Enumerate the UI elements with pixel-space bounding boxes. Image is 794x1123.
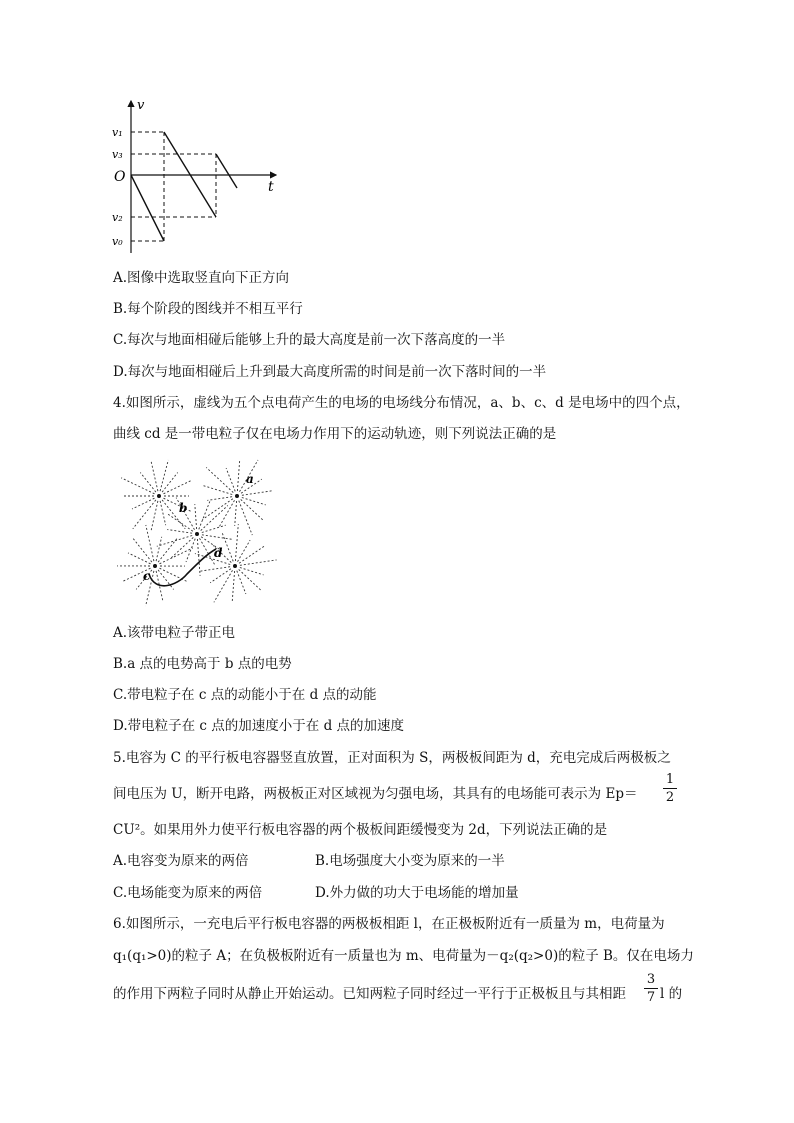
field-line (206, 467, 233, 492)
point-charge (157, 494, 161, 498)
field-line (160, 548, 193, 564)
field-line (232, 571, 234, 602)
field-line (202, 535, 233, 540)
q4-stem-line2: 曲线 cd 是一带电粒子仅在电场力作用下的运动轨迹，则下列说法正确的是 (113, 426, 557, 442)
label-v0: v₀ (112, 235, 123, 248)
q6-stem-line1: 6.如图所示，一充电后平行板电容器的两极板相距 l，在正极板附近有一质量为 m，电荷量为 (113, 916, 665, 932)
field-line (156, 537, 162, 561)
field-line (201, 506, 228, 531)
q5-option-a: A.电容变为原来的两倍 (113, 853, 249, 869)
label-v3: v₃ (112, 148, 123, 161)
point-label-b: b (179, 501, 188, 515)
q5-fraction (663, 772, 677, 805)
field-line (197, 539, 200, 576)
field-line (202, 525, 226, 532)
field-line (222, 532, 233, 561)
point-charge (195, 532, 199, 536)
label-v2: v₂ (112, 211, 123, 224)
origin-label: O (114, 169, 126, 185)
field-line (239, 501, 253, 535)
field-line (239, 569, 262, 590)
field-line (239, 546, 265, 563)
segment-rise-2 (216, 154, 237, 188)
field-line (237, 460, 239, 491)
q4-option-a: A.该带电粒子带正电 (113, 625, 236, 641)
q5-frac-den: 2 (665, 790, 675, 805)
field-line (199, 567, 230, 572)
q5-frac-num: 1 (665, 772, 675, 787)
q5-stem-line3: CU²。如果用外力使平行板电容器的两个极板间距缓慢变为 2d，下列说法正确的是 (113, 822, 608, 838)
q6-stem-tail: l 的 (660, 986, 683, 1002)
q5-option-d: D.外力做的功大于电场能的增加量 (315, 885, 519, 901)
q4-option-b: B.a 点的电势高于 b 点的电势 (113, 656, 292, 672)
field-line (238, 540, 251, 562)
q5-option-c: C.电场能变为原来的两倍 (113, 885, 263, 901)
point-label-a: a (246, 472, 254, 486)
field-line (160, 460, 168, 491)
field-line (242, 491, 273, 496)
vt-graph (110, 95, 290, 257)
q6-stem-line3: 的作用下两粒子同时从静止开始运动。已知两粒子同时经过一平行于正极板且与其相距 (113, 986, 626, 1002)
q5-stem-line2: 间电压为 U，断开电路，两极板正对区域视为匀强电场，其具有的电场能可表示为 Ep＝ (113, 786, 638, 802)
electric-field-figure (115, 458, 280, 608)
field-line (164, 480, 192, 493)
q6-stem-line2: q₁(q₁>0)的粒子 A；在负极板附近有一质量也为 m、电荷量为－q₂(q₂>0)的粒子 B。仅在电场力 (113, 948, 694, 964)
field-line (121, 478, 154, 494)
field-line (195, 554, 230, 565)
field-line (242, 498, 266, 505)
field-line (210, 569, 231, 583)
field-line (132, 498, 155, 509)
q3-option-d: D.每次与地面相碰后上升到最大高度所需的时间是前一次下落时间的一半 (113, 364, 547, 380)
point-label-d: d (214, 546, 223, 560)
point-charge (235, 494, 239, 498)
point-charge (233, 564, 237, 568)
q4-option-c: C.带电粒子在 c 点的动能小于在 d 点的动能 (113, 687, 377, 703)
field-line (195, 504, 197, 529)
field-line (160, 568, 188, 582)
field-line (158, 570, 174, 590)
field-line (237, 571, 246, 594)
field-line (157, 536, 192, 547)
field-line (235, 501, 237, 526)
field-line (219, 500, 235, 527)
axis-v-label: v (137, 98, 145, 113)
field-line (226, 468, 235, 491)
field-line (151, 461, 158, 491)
segment-fall-1 (131, 175, 164, 241)
q4-stem-line1: 4.如图所示，虚线为五个点电荷产生的电场的电场线分布情况，a、b、c、d 是电场中的四个点， (113, 395, 690, 411)
field-line (128, 553, 151, 564)
q3-option-b: B.每个阶段的图线并不相互平行 (113, 301, 303, 317)
axis-t-label: t (268, 179, 274, 195)
q6-frac-den: 7 (646, 990, 656, 1005)
field-line (167, 530, 192, 534)
q6-fraction (644, 972, 658, 1005)
label-v1: v₁ (112, 126, 123, 139)
field-line (241, 499, 264, 520)
field-line (151, 501, 158, 531)
field-line (140, 473, 156, 493)
q5-option-b: B.电场强度大小变为原来的一半 (315, 853, 505, 869)
field-line (240, 560, 277, 565)
trajectory-cd (149, 549, 216, 586)
field-line (235, 524, 238, 561)
field-line (214, 570, 233, 602)
field-line (207, 497, 232, 501)
q4-option-d: D.带电粒子在 c 点的加速度小于在 d 点的加速度 (113, 718, 405, 734)
q5-stem-line1: 5.电容为 C 的平行板电容器竖直放置，正对面积为 S，两极板间距为 d，充电完成后两极板之 (113, 750, 671, 766)
point-charge (153, 564, 157, 568)
q3-option-c: C.每次与地面相碰后能够上升的最大高度是前一次下落高度的一半 (113, 332, 506, 348)
q3-option-a: A.图像中选取竖直向下正方向 (113, 270, 290, 286)
point-label-c: c (143, 569, 151, 583)
field-line (171, 537, 194, 558)
field-line (160, 501, 166, 525)
field-line (133, 538, 152, 562)
field-line (186, 539, 195, 562)
field-line (240, 568, 264, 575)
field-line (203, 485, 233, 494)
q6-frac-num: 3 (646, 972, 656, 987)
